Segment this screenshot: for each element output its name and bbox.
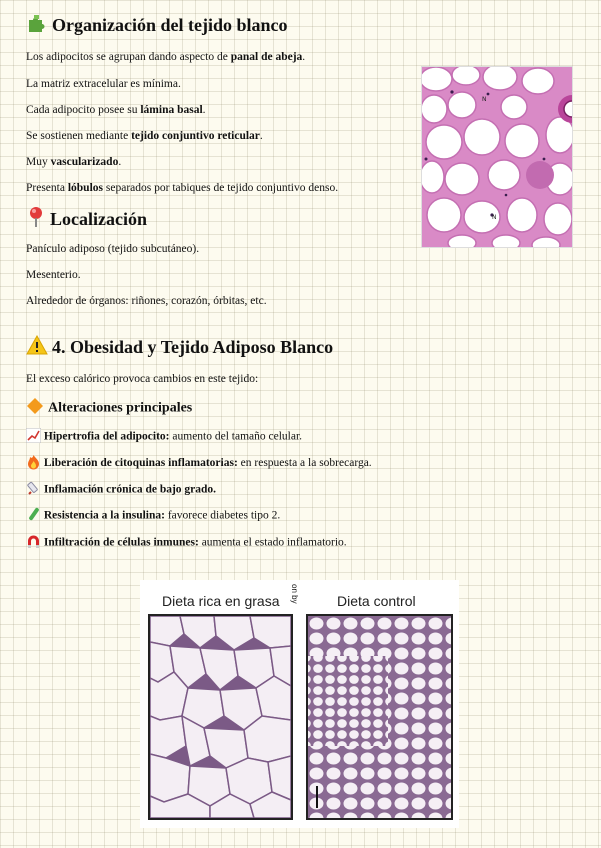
list-item: Resistencia a la insulina: favorece diabetes tipo 2. xyxy=(26,507,280,525)
text-line: La matriz extracelular es mínima. xyxy=(26,78,181,90)
figure-side-text: on by xyxy=(290,584,299,604)
puzzle-icon xyxy=(26,12,48,39)
text-line: Muy vascularizado. xyxy=(26,156,122,168)
list-item: Hipertrofia del adipocito: aumento del tamaño celular. xyxy=(26,428,302,446)
section-title: Organización del tejido blanco xyxy=(52,15,288,35)
text-line: Presenta lóbulos separados por tabiques de tejido conjuntivo denso. xyxy=(26,182,339,194)
section-obesidad-heading xyxy=(26,335,333,360)
list-item: Inflamación crónica de bajo grado. xyxy=(26,481,216,499)
figure-right-title: Dieta control xyxy=(337,593,416,609)
section-title: 4. Obesidad y Tejido Adiposo Blanco xyxy=(52,337,334,357)
section-localizacion-heading xyxy=(26,206,147,233)
fire-icon xyxy=(26,454,41,473)
subsection-title: Alteraciones principales xyxy=(48,400,193,416)
warning-icon xyxy=(26,335,48,360)
text-line: Se sostienen mediante tejido conjuntivo reticular. xyxy=(26,130,263,142)
text-line: El exceso calórico provoca cambios en este tejido: xyxy=(26,373,259,385)
text-line: Mesenterio. xyxy=(26,269,81,281)
adipose-micrograph xyxy=(421,66,573,248)
chart-increasing-icon xyxy=(26,428,41,446)
subsection-heading xyxy=(26,397,192,420)
syringe-icon xyxy=(26,481,41,499)
text-line: Panículo adiposo (tejido subcutáneo). xyxy=(26,243,200,255)
orange-diamond-icon xyxy=(26,397,44,420)
high-fat-diet-panel xyxy=(148,614,293,820)
section-organizacion-heading xyxy=(26,12,288,39)
micro-label: N xyxy=(492,214,497,221)
control-diet-panel xyxy=(306,614,453,820)
text-line: Los adipocitos se agrupan dando aspecto de panal de abeja. xyxy=(26,51,306,63)
list-item: Liberación de citoquinas inflamatorias: en respuesta a la sobrecarga. xyxy=(26,454,372,473)
text-line: Cada adipocito posee su lámina basal. xyxy=(26,104,206,116)
pushpin-icon xyxy=(26,206,46,233)
magnet-icon xyxy=(26,534,41,552)
section-title: Localización xyxy=(50,209,147,229)
list-item: Infiltración de células inmunes: aumenta el estado inflamatorio. xyxy=(26,534,347,552)
micro-label: N xyxy=(482,96,487,103)
test-tube-icon xyxy=(26,507,41,525)
diet-comparison-figure xyxy=(140,580,459,828)
text-line: Alrededor de órganos: riñones, corazón, órbitas, etc. xyxy=(26,295,267,307)
figure-left-title: Dieta rica en grasa xyxy=(162,593,280,609)
